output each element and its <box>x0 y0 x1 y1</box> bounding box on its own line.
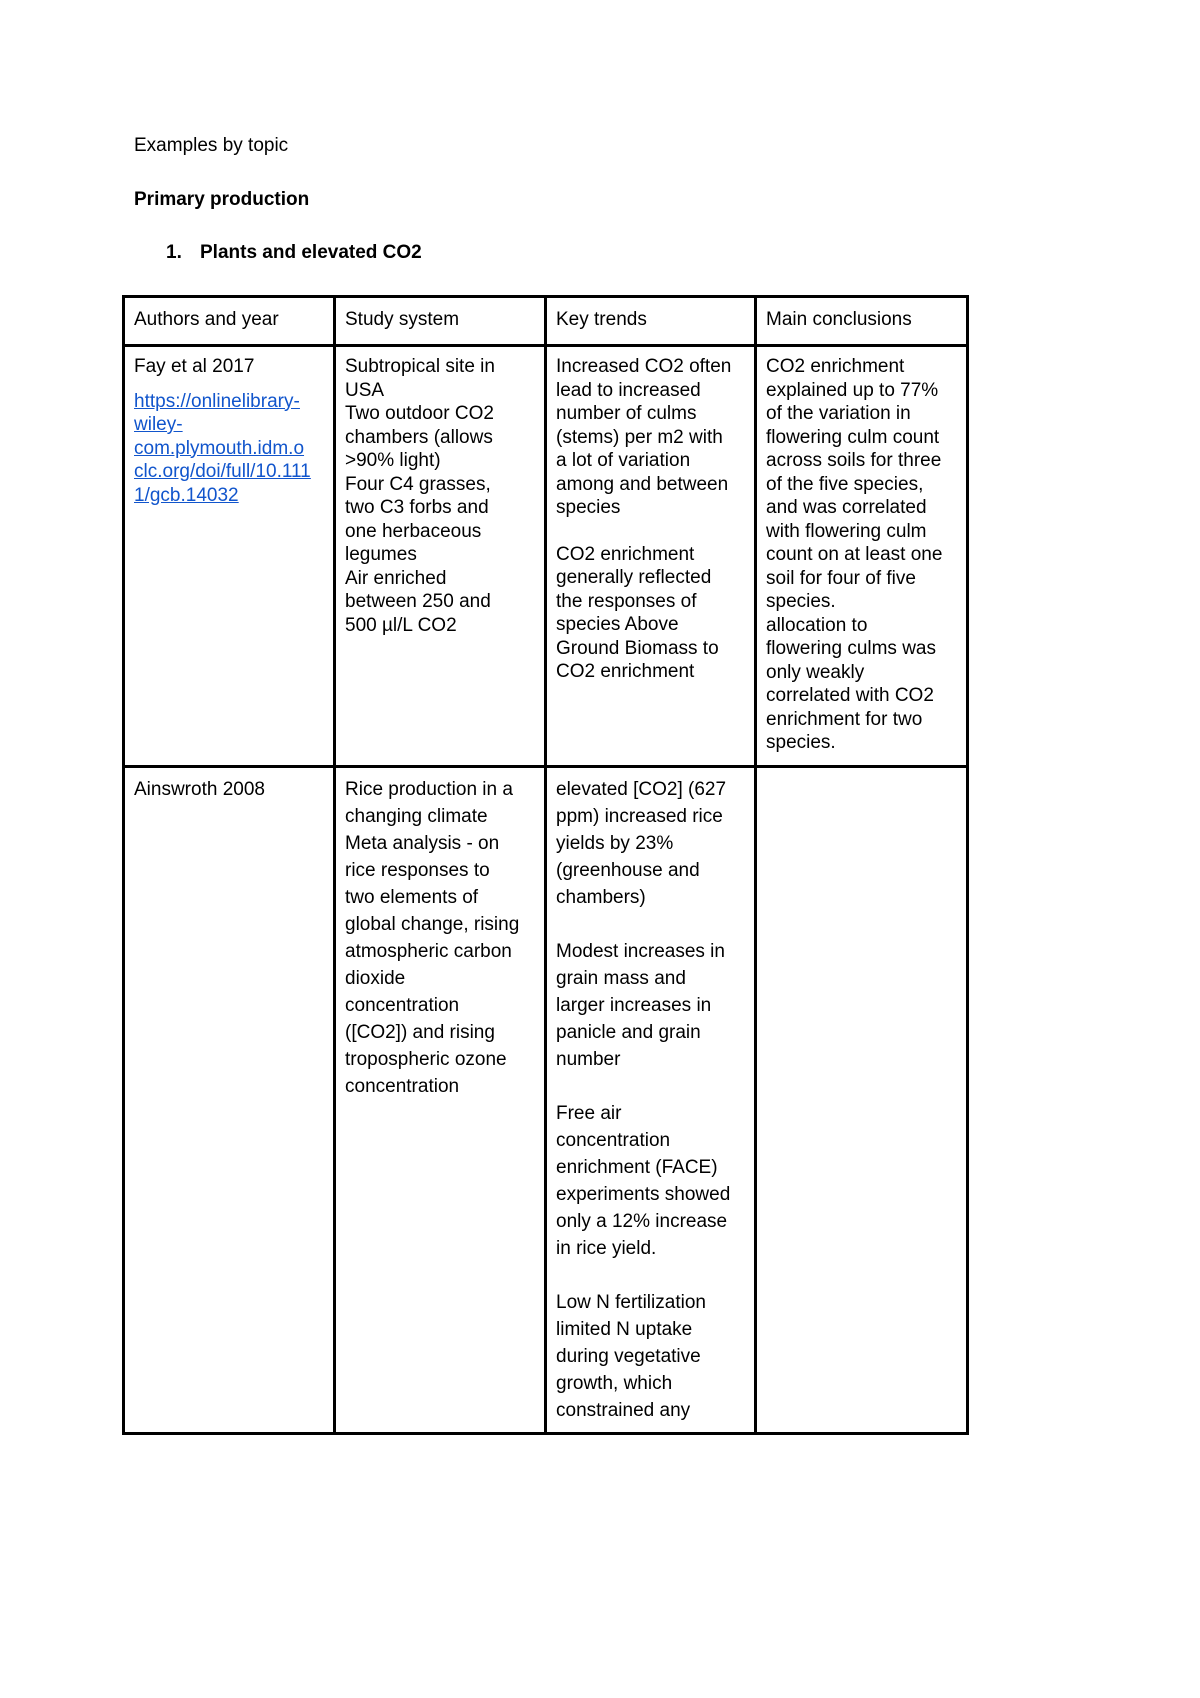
cell-text-line: growth, which <box>556 1373 673 1394</box>
cell-text-line: two C3 forbs and <box>345 497 489 518</box>
cell-text-line: generally reflected <box>556 567 712 588</box>
cell-text-line: and was correlated <box>766 497 927 518</box>
cell-text-line: one herbaceous <box>345 520 482 542</box>
cell-text-line: soil for four of five <box>766 567 916 589</box>
cell-text-line: experiments showed <box>556 1184 731 1205</box>
cell-text-line: Rice production in a <box>345 779 513 800</box>
paper-link-line[interactable]: https://onlinelibrary- <box>134 390 300 412</box>
cell-text-line: explained up to 77% <box>766 379 939 401</box>
header-main-conclusions: Main conclusions <box>756 297 968 346</box>
study-system-cell <box>335 346 546 767</box>
section-heading: Primary production <box>134 189 310 210</box>
cell-text-line: a lot of variation <box>556 450 691 471</box>
cell-text-line: number of culms <box>556 403 697 424</box>
main-conclusions-cell <box>756 346 968 767</box>
cell-text-line: Two outdoor CO2 <box>345 403 494 424</box>
paper-link-line[interactable]: 1/gcb.14032 <box>134 484 239 506</box>
cell-text-line: USA <box>345 379 385 401</box>
cell-text-line: Meta analysis - on <box>345 833 500 854</box>
table-row <box>124 346 968 767</box>
paper-link[interactable] <box>134 390 324 508</box>
cell-text-line: Increased CO2 often <box>556 356 732 377</box>
authors-cell <box>124 346 335 767</box>
list-item-number: 1. <box>166 242 182 263</box>
cell-text-line: enrichment (FACE) <box>556 1157 718 1178</box>
cell-text-line: with flowering culm <box>766 520 927 542</box>
paragraph-gap <box>556 911 745 938</box>
cell-text-line: correlated with CO2 <box>766 685 934 706</box>
cell-text-line: enrichment for two <box>766 708 923 730</box>
cell-text-line: of the five species, <box>766 473 924 495</box>
cell-text-line: Low N fertilization <box>556 1292 706 1313</box>
cell-text-line: concentration <box>345 1076 460 1097</box>
cell-text-line: changing climate <box>345 806 488 827</box>
paragraph-gap <box>556 520 745 543</box>
cell-text-line: larger increases in <box>556 995 712 1016</box>
cell-text-line: legumes <box>345 544 417 565</box>
cell-text-line: chambers (allows <box>345 426 493 448</box>
key-trends-cell <box>546 346 756 767</box>
cell-text-line: (greenhouse and <box>556 860 700 881</box>
cell-text-line: across soils for three <box>766 450 942 471</box>
study-system-cell <box>335 767 546 1434</box>
authors-cell <box>124 767 335 1434</box>
cell-text-line: during vegetative <box>556 1346 701 1367</box>
cell-text-line: limited N uptake <box>556 1319 693 1340</box>
list-item-heading <box>166 241 422 265</box>
cell-text-line: Modest increases in <box>556 941 725 962</box>
cell-text-line: species. <box>766 591 836 612</box>
cell-text-line: ppm) increased rice <box>556 806 723 827</box>
cell-text-line: Ground Biomass to <box>556 637 719 659</box>
cell-text-line: two elements of <box>345 887 479 908</box>
cell-text-line: species Above <box>556 614 679 635</box>
header-study-system: Study system <box>335 297 546 346</box>
list-item-title: Plants and elevated CO2 <box>200 242 422 263</box>
cell-text-line: concentration <box>345 995 460 1016</box>
cell-text-line: elevated [CO2] (627 <box>556 779 727 800</box>
cell-text-line: concentration <box>556 1130 671 1151</box>
cell-text-line: atmospheric carbon <box>345 941 512 962</box>
cell-text-line: constrained any <box>556 1400 691 1421</box>
cell-text-line: grain mass and <box>556 968 686 989</box>
cell-text-line: yields by 23% <box>556 833 674 854</box>
cell-text-line: between 250 and <box>345 591 491 612</box>
cell-text-line: number <box>556 1049 621 1070</box>
cell-text-line: of the variation in <box>766 403 911 424</box>
cell-text-line: the responses of <box>556 590 697 612</box>
cell-text-line: in rice yield. <box>556 1238 657 1259</box>
cell-text-line: Free air <box>556 1103 622 1124</box>
cell-text-line: CO2 enrichment <box>556 661 695 682</box>
cell-text-line: Subtropical site in <box>345 356 495 377</box>
paragraph-gap <box>556 1073 745 1100</box>
main-conclusions-cell <box>756 767 968 1434</box>
cell-text-line: allocation to <box>766 614 868 636</box>
cell-text-line: (stems) per m2 with <box>556 426 723 448</box>
table-row <box>124 767 968 1434</box>
paper-link-line[interactable]: clc.org/doi/full/10.111 <box>134 461 311 482</box>
cell-text-line: rice responses to <box>345 860 490 881</box>
cell-text-line: chambers) <box>556 887 646 908</box>
studies-table <box>122 295 969 1435</box>
cell-text-line: dioxide <box>345 968 406 989</box>
paper-link-line[interactable]: wiley- <box>134 414 183 435</box>
cell-text-line: Air enriched <box>345 567 447 589</box>
authors-year: Fay et al 2017 <box>134 356 255 377</box>
cell-text-line: species <box>556 497 621 518</box>
cell-text-line: flowering culm count <box>766 426 940 448</box>
header-key-trends: Key trends <box>546 297 756 346</box>
paper-link-line[interactable]: com.plymouth.idm.o <box>134 437 305 459</box>
cell-text-line: lead to increased <box>556 379 701 401</box>
cell-text-line: count on at least one <box>766 544 943 565</box>
cell-text-line: >90% light) <box>345 450 441 471</box>
cell-text-line: species. <box>766 732 836 753</box>
cell-text-line: tropospheric ozone <box>345 1049 507 1070</box>
header-authors: Authors and year <box>124 297 335 346</box>
cell-text-line: Four C4 grasses, <box>345 473 491 495</box>
authors-year: Ainswroth 2008 <box>134 779 265 800</box>
cell-text-line: only a 12% increase <box>556 1211 728 1232</box>
cell-text-line: 500 µl/L CO2 <box>345 614 457 636</box>
cell-text-line: panicle and grain <box>556 1022 701 1043</box>
cell-text-line: CO2 enrichment <box>766 356 905 377</box>
cell-text-line: only weakly <box>766 661 865 683</box>
cell-text-line: ([CO2]) and rising <box>345 1022 495 1043</box>
table-header-row <box>124 297 968 346</box>
paragraph-gap <box>556 1262 745 1289</box>
key-trends-cell <box>546 767 756 1434</box>
cell-text-line: among and between <box>556 473 729 495</box>
document-heading: Examples by topic <box>134 135 289 156</box>
cell-text-line: global change, rising <box>345 914 520 935</box>
cell-text-line: flowering culms was <box>766 638 936 659</box>
cell-text-line: CO2 enrichment <box>556 543 695 565</box>
